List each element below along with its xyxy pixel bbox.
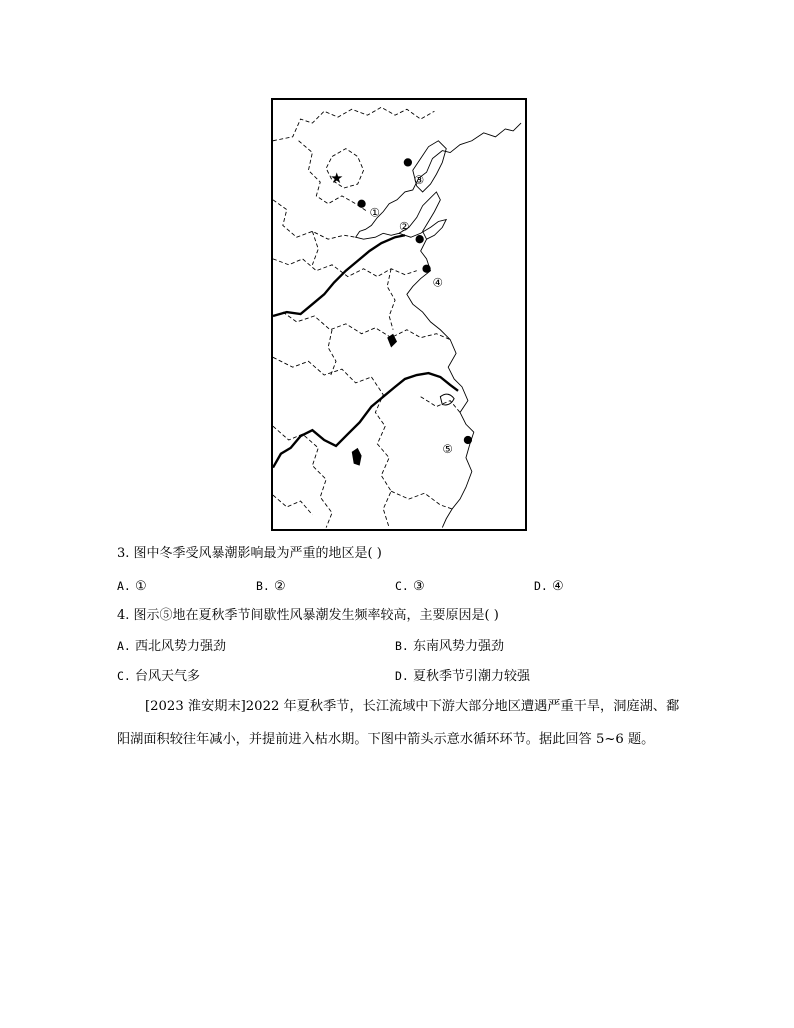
- q3-option-b-key: B.: [256, 579, 270, 593]
- passage-line-1: [2023 淮安期末]2022 年夏秋季节，长江流域中下游大部分地区遭遇严重干旱，洞庭湖、鄱: [145, 699, 680, 714]
- yangtze-river: [273, 373, 458, 468]
- q3-option-c-key: C.: [395, 579, 409, 593]
- site-dot-2: [416, 235, 424, 243]
- q3-option-d[interactable]: [534, 577, 564, 596]
- q4-option-b-key: B.: [395, 639, 409, 653]
- q3-option-c[interactable]: [395, 577, 425, 596]
- q3-option-a-key: A.: [117, 579, 131, 593]
- question-3-stem: 3. 图中冬季受风暴潮影响最为严重的地区是( ): [117, 546, 382, 561]
- site-dot-4: [422, 265, 430, 273]
- map-svg: [273, 100, 525, 529]
- q4-option-c[interactable]: [117, 667, 200, 686]
- question-4-stem: 4. 图示⑤地在夏秋季节间歇性风暴潮发生频率较高，主要原因是( ): [117, 608, 499, 623]
- lake-taihu: [440, 394, 454, 405]
- q4-option-b-text: 东南风势力强劲: [413, 639, 505, 654]
- q3-option-b-text: ②: [274, 579, 286, 594]
- coastal-map: [271, 98, 527, 531]
- site-label-3: ③: [413, 173, 425, 188]
- q4-option-a-key: A.: [117, 639, 131, 653]
- q4-option-d-key: D.: [395, 669, 409, 683]
- yellow-river: [273, 235, 405, 316]
- q3-option-d-key: D.: [534, 579, 548, 593]
- site-label-2: ②: [399, 219, 410, 234]
- capital-star-icon: ★: [330, 170, 344, 188]
- lake-poyang: [352, 448, 362, 466]
- q4-option-d-text: 夏秋季节引潮力较强: [413, 669, 531, 684]
- site-dot-1: [357, 200, 365, 208]
- site-label-5: ⑤: [442, 441, 453, 456]
- q3-option-a[interactable]: [117, 577, 147, 596]
- q4-option-c-text: 台风天气多: [135, 669, 201, 684]
- site-label-4: ④: [432, 275, 444, 290]
- site-label-1: ①: [369, 205, 381, 220]
- q3-option-a-text: ①: [135, 579, 147, 594]
- site-dot-5: [464, 436, 472, 444]
- q4-option-c-key: C.: [117, 669, 131, 683]
- coastline: [356, 123, 521, 528]
- q4-option-b[interactable]: [395, 637, 504, 656]
- q3-option-b[interactable]: [256, 577, 286, 596]
- q4-option-a-text: 西北风势力强劲: [135, 639, 227, 654]
- q4-option-a[interactable]: [117, 637, 226, 656]
- province-borders: [273, 107, 460, 527]
- q3-option-d-text: ④: [552, 579, 564, 594]
- q4-option-d[interactable]: [395, 667, 530, 686]
- site-dot-3: [404, 158, 412, 166]
- passage-line-2: 阳湖面积较往年减小，并提前进入枯水期。下图中箭头示意水循环环节。据此回答 5~6 题。: [117, 732, 655, 747]
- q3-option-c-text: ③: [413, 579, 425, 594]
